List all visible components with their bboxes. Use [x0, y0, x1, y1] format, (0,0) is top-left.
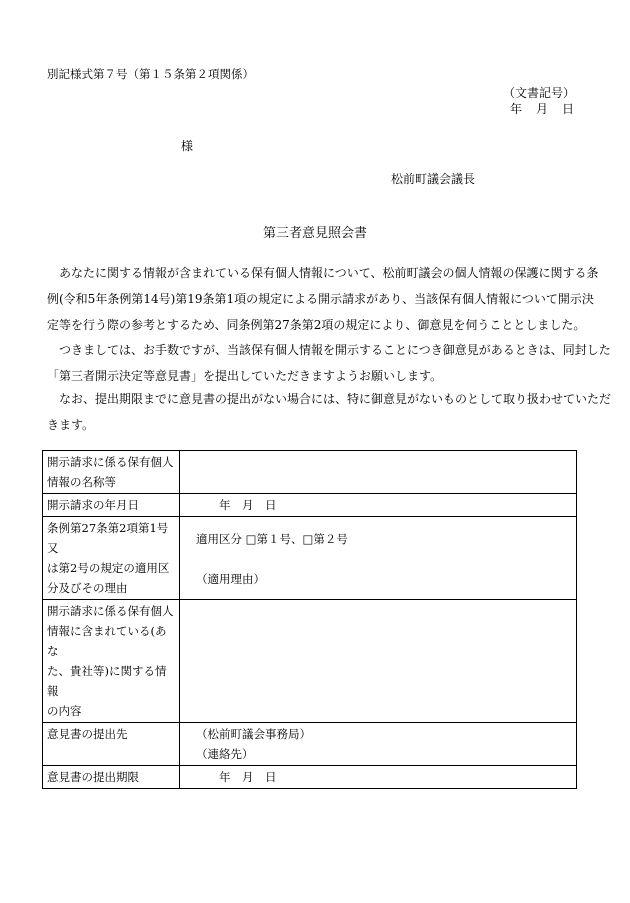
row-label [43, 766, 180, 789]
value-line: （松前町議会事務局） [196, 727, 311, 741]
row-label [43, 600, 180, 723]
table-row [43, 766, 577, 789]
label-line: 開示請求に係る保有個人 [47, 455, 174, 469]
table-row [43, 517, 577, 600]
value-line: （連絡先） [196, 747, 254, 761]
label-line: 情報の名称等 [47, 475, 116, 489]
issue-date: 年 月 日 [509, 102, 575, 116]
paragraph-line: なお、提出期限までに意見書の提出がない場合には、特に御意見がないものとして取り扱わせていただ [47, 392, 612, 406]
table-row [43, 600, 577, 723]
paragraph-line: きます。 [47, 418, 95, 432]
value-line: 年 月 日 [196, 770, 277, 784]
value-line: 適用区分 □第１号、□第２号 [196, 532, 348, 546]
label-line: 開示請求の年月日 [47, 498, 139, 512]
form-reference: 別記様式第７号（第１５条第２項関係） [47, 67, 254, 81]
sender: 松前町議会議長 [391, 172, 476, 186]
paragraph-line: つきましては、お手数ですが、当該保有個人情報を開示することにつき御意見があるときは、同封した [47, 343, 611, 357]
table-row [43, 451, 577, 494]
paragraph-2 [47, 337, 611, 389]
label-line: 情報に含まれている(あな [47, 624, 167, 658]
label-line: た、貴社等)に関する情報 [47, 664, 167, 698]
paragraph-line: 「第三者開示決定等意見書」を提出していただきますようお願いします。 [47, 369, 443, 383]
label-line: の内容 [47, 704, 82, 718]
label-line: 意見書の提出期限 [47, 770, 139, 784]
label-line: 条例第27条第2項第1号又 [47, 521, 169, 555]
row-value [180, 451, 577, 494]
document-title: 第三者意見照会書 [262, 226, 367, 241]
value-line [196, 452, 572, 472]
row-value [180, 766, 577, 789]
table-row [43, 494, 577, 517]
paragraph-line: 定等を行う際の参考とするため、同条例第27条第2項の規定により、御意見を伺うこととしました。 [47, 318, 586, 332]
value-line: （適用理由） [196, 572, 265, 586]
row-value [180, 517, 577, 600]
label-line: 分及びその理由 [47, 581, 128, 595]
paragraph-1 [47, 260, 599, 338]
row-value [180, 494, 577, 517]
document-number: （文書記号） [502, 86, 575, 100]
value-line [196, 601, 572, 621]
row-label [43, 517, 180, 600]
value-line: 年 月 日 [196, 498, 277, 512]
row-label [43, 494, 180, 517]
row-value [180, 723, 577, 766]
row-label [43, 451, 180, 494]
addressee: 様 [181, 139, 194, 153]
value-line [196, 549, 572, 569]
info-table [42, 450, 577, 789]
paragraph-line: 例(令和5年条例第14号)第19条第1項の規定による開示請求があり、当該保有個人情報について開示決 [47, 292, 594, 306]
label-line: 意見書の提出先 [47, 727, 128, 741]
label-line: は第2号の規定の適用区 [47, 561, 170, 575]
label-line: 開示請求に係る保有個人 [47, 604, 174, 618]
row-label [43, 723, 180, 766]
paragraph-line: あなたに関する情報が含まれている保有個人情報について、松前町議会の個人情報の保護に関する条 [47, 266, 599, 280]
paragraph-3 [47, 386, 612, 438]
table-row [43, 723, 577, 766]
row-value [180, 600, 577, 723]
